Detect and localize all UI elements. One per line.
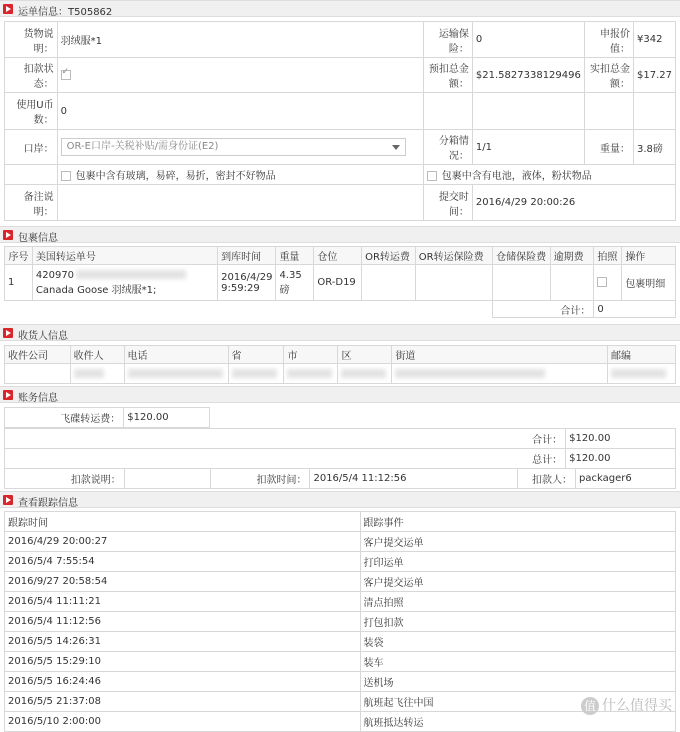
receiver-header-street: 街道 <box>392 346 608 364</box>
tracking-time: 2016/5/5 15:29:10 <box>5 652 361 672</box>
tracking-event: 装车 <box>360 652 676 672</box>
tracking-time: 2016/5/5 21:37:08 <box>5 692 361 712</box>
redacted-tracking <box>76 270 186 279</box>
receiver-header-company: 收件公司 <box>5 346 71 364</box>
parcel-no: 1 <box>5 265 33 301</box>
ucoin-value: 0 <box>57 93 423 130</box>
insurance-label: 运输保险： <box>423 22 472 58</box>
receiver-section-header <box>0 324 680 341</box>
declared-value: ¥342 <box>633 22 675 58</box>
grand-total-label: 总计： <box>5 449 566 469</box>
section-arrow-icon <box>3 495 13 505</box>
tracking-row <box>5 672 676 692</box>
weight-label: 重量： <box>584 130 633 165</box>
tracking-row <box>5 692 676 712</box>
parcel-location: OR-D19 <box>314 265 362 301</box>
deduct-time-value: 2016/5/4 11:12:56 <box>310 469 518 489</box>
tracking-row <box>5 552 676 572</box>
receiver-header-district: 区 <box>338 346 392 364</box>
waybill-section-title: 运单信息：T505862 <box>18 7 113 18</box>
parcel-total-label: 合计： <box>493 301 594 318</box>
redacted-zip <box>611 369 666 378</box>
receiver-header-province: 省 <box>228 346 284 364</box>
tracking-event: 航班抵达转运 <box>360 712 676 732</box>
grand-total-value: $120.00 <box>566 449 676 469</box>
account-fee-table <box>4 407 210 428</box>
sum-value: $120.00 <box>566 429 676 449</box>
tracking-event: 航班起飞往中国 <box>360 692 676 712</box>
parcel-header-action: 操作 <box>622 247 676 265</box>
battery-checkbox[interactable] <box>427 171 437 181</box>
parcel-header-weight: 重量 <box>276 247 314 265</box>
deduct-status-label: 扣款状态： <box>5 58 58 93</box>
parcel-table <box>4 246 676 318</box>
parcel-header-photo: 拍照 <box>594 247 622 265</box>
tracking-event: 清点拍照 <box>360 592 676 612</box>
declared-label: 申报价值： <box>584 22 633 58</box>
parcel-header-storage-insurance: 仓储保险费 <box>493 247 551 265</box>
tracking-time: 2016/9/27 20:58:54 <box>5 572 361 592</box>
tracking-row <box>5 612 676 632</box>
section-arrow-icon <box>3 328 13 338</box>
receiver-header-zip: 邮编 <box>608 346 676 364</box>
redacted-phone <box>128 369 223 378</box>
port-label: 口岸： <box>5 130 58 165</box>
redacted-district <box>341 369 386 378</box>
tracking-time: 2016/5/5 14:26:31 <box>5 632 361 652</box>
sum-label: 合计： <box>5 429 566 449</box>
account-section-title: 账务信息 <box>18 393 58 404</box>
chevron-down-icon <box>392 145 400 150</box>
remark-label: 备注说明： <box>5 185 58 221</box>
tracking-event: 装袋 <box>360 632 676 652</box>
photo-checkbox[interactable] <box>597 277 607 287</box>
tracking-event: 客户提交运单 <box>360 532 676 552</box>
tracking-time: 2016/5/4 7:55:54 <box>5 552 361 572</box>
parcel-header-location: 仓位 <box>314 247 362 265</box>
section-arrow-icon <box>3 230 13 240</box>
tracking-event: 客户提交运单 <box>360 572 676 592</box>
parcel-arrival: 2016/4/29 9:59:29 <box>218 265 276 301</box>
glass-checkbox-label: 包裹中含有玻璃，易碎，易折，密封不好物品 <box>75 171 276 182</box>
watermark <box>581 695 672 715</box>
fee-value: $120.00 <box>124 408 210 428</box>
deduct-person-label: 扣款人： <box>518 469 576 489</box>
port-select-value: OR-E口岸-关税补贴/需身份证(E2) <box>66 141 219 152</box>
tracking-row <box>5 572 676 592</box>
remark-value <box>57 185 423 221</box>
glass-checkbox[interactable] <box>61 171 71 181</box>
receiver-table <box>4 345 676 384</box>
watermark-badge: 值 <box>581 697 599 715</box>
parcel-detail-link[interactable]: 包裹明细 <box>625 279 666 290</box>
parcel-total-value: 0 <box>594 301 676 318</box>
tracking-time: 2016/5/4 11:11:21 <box>5 592 361 612</box>
tracking-time: 2016/5/4 11:12:56 <box>5 612 361 632</box>
account-summary-table <box>4 428 676 469</box>
parcel-header-tracking: 美国转运单号 <box>32 247 217 265</box>
tracking-table <box>4 511 676 732</box>
tracking-row <box>5 632 676 652</box>
tracking-row <box>5 712 676 732</box>
receiver-row <box>5 364 676 384</box>
parcel-tracking-number: 420970 <box>35 269 75 281</box>
account-deduct-table <box>4 468 676 489</box>
parcel-row <box>5 265 676 301</box>
ucoin-label: 使用U币数： <box>5 93 58 130</box>
parcel-weight: 4.35磅 <box>276 265 314 301</box>
parcel-item: Canada Goose 羽绒服*1; <box>35 284 157 296</box>
submit-time-label: 提交时间： <box>423 185 472 221</box>
receiver-header-name: 收件人 <box>70 346 124 364</box>
submit-time-value: 2016/4/29 20:00:26 <box>472 185 675 221</box>
tracking-section-header <box>0 491 680 508</box>
tracking-section-title: 查看跟踪信息 <box>18 498 78 509</box>
fee-label: 飞碟转运费： <box>5 408 124 428</box>
deduct-person-value: packager6 <box>576 469 676 489</box>
parcel-section-title: 包裹信息 <box>18 233 58 244</box>
tracking-time: 2016/4/29 20:00:27 <box>5 532 361 552</box>
actual-deduct-label: 实扣总金额： <box>584 58 633 93</box>
redacted-city <box>287 369 332 378</box>
insurance-value: 0 <box>472 22 584 58</box>
receiver-section-title: 收货人信息 <box>18 331 68 342</box>
cargo-value: 羽绒服*1 <box>57 22 423 58</box>
weight-value: 3.8磅 <box>633 130 675 165</box>
split-label: 分箱情况： <box>423 130 472 165</box>
deduct-status-checkbox[interactable] <box>61 70 71 80</box>
tracking-event-header: 跟踪事件 <box>360 512 676 532</box>
actual-deduct-value: $17.27 <box>633 58 675 93</box>
tracking-time-header: 跟踪时间 <box>5 512 361 532</box>
tracking-time: 2016/5/5 16:24:46 <box>5 672 361 692</box>
parcel-section-header <box>0 226 680 243</box>
parcel-header-arrival: 到库时间 <box>218 247 276 265</box>
deduct-time-label: 扣款时间： <box>210 469 310 489</box>
split-value: 1/1 <box>472 130 584 165</box>
waybill-section-header <box>0 0 680 17</box>
waybill-table <box>4 21 676 221</box>
redacted-province <box>232 369 277 378</box>
prededuct-label: 预扣总金额： <box>423 58 472 93</box>
parcel-header-overdue: 逾期费 <box>550 247 594 265</box>
section-arrow-icon <box>3 4 13 14</box>
section-arrow-icon <box>3 390 13 400</box>
port-select[interactable] <box>61 138 406 156</box>
tracking-event: 送机场 <box>360 672 676 692</box>
tracking-row <box>5 532 676 552</box>
battery-checkbox-label: 包裹中含有电池，液体，粉状物品 <box>441 171 592 182</box>
account-section-header <box>0 386 680 403</box>
cargo-label: 货物说明： <box>5 22 58 58</box>
tracking-row <box>5 592 676 612</box>
watermark-text: 什么值得买 <box>602 698 672 714</box>
tracking-time: 2016/5/10 2:00:00 <box>5 712 361 732</box>
redacted-name <box>74 369 104 378</box>
parcel-header-or-insurance: OR转运保险费 <box>415 247 492 265</box>
tracking-event: 打印运单 <box>360 552 676 572</box>
parcel-header-no: 序号 <box>5 247 33 265</box>
tracking-row <box>5 652 676 672</box>
tracking-event: 打包扣款 <box>360 612 676 632</box>
receiver-header-city: 市 <box>284 346 338 364</box>
prededuct-value: $21.5827338129496 <box>472 58 584 93</box>
redacted-street <box>395 369 545 378</box>
parcel-header-or-fee: OR转运费 <box>362 247 416 265</box>
receiver-header-phone: 电话 <box>124 346 228 364</box>
deduct-note-label: 扣款说明： <box>5 469 125 489</box>
deduct-note-value <box>124 469 210 489</box>
